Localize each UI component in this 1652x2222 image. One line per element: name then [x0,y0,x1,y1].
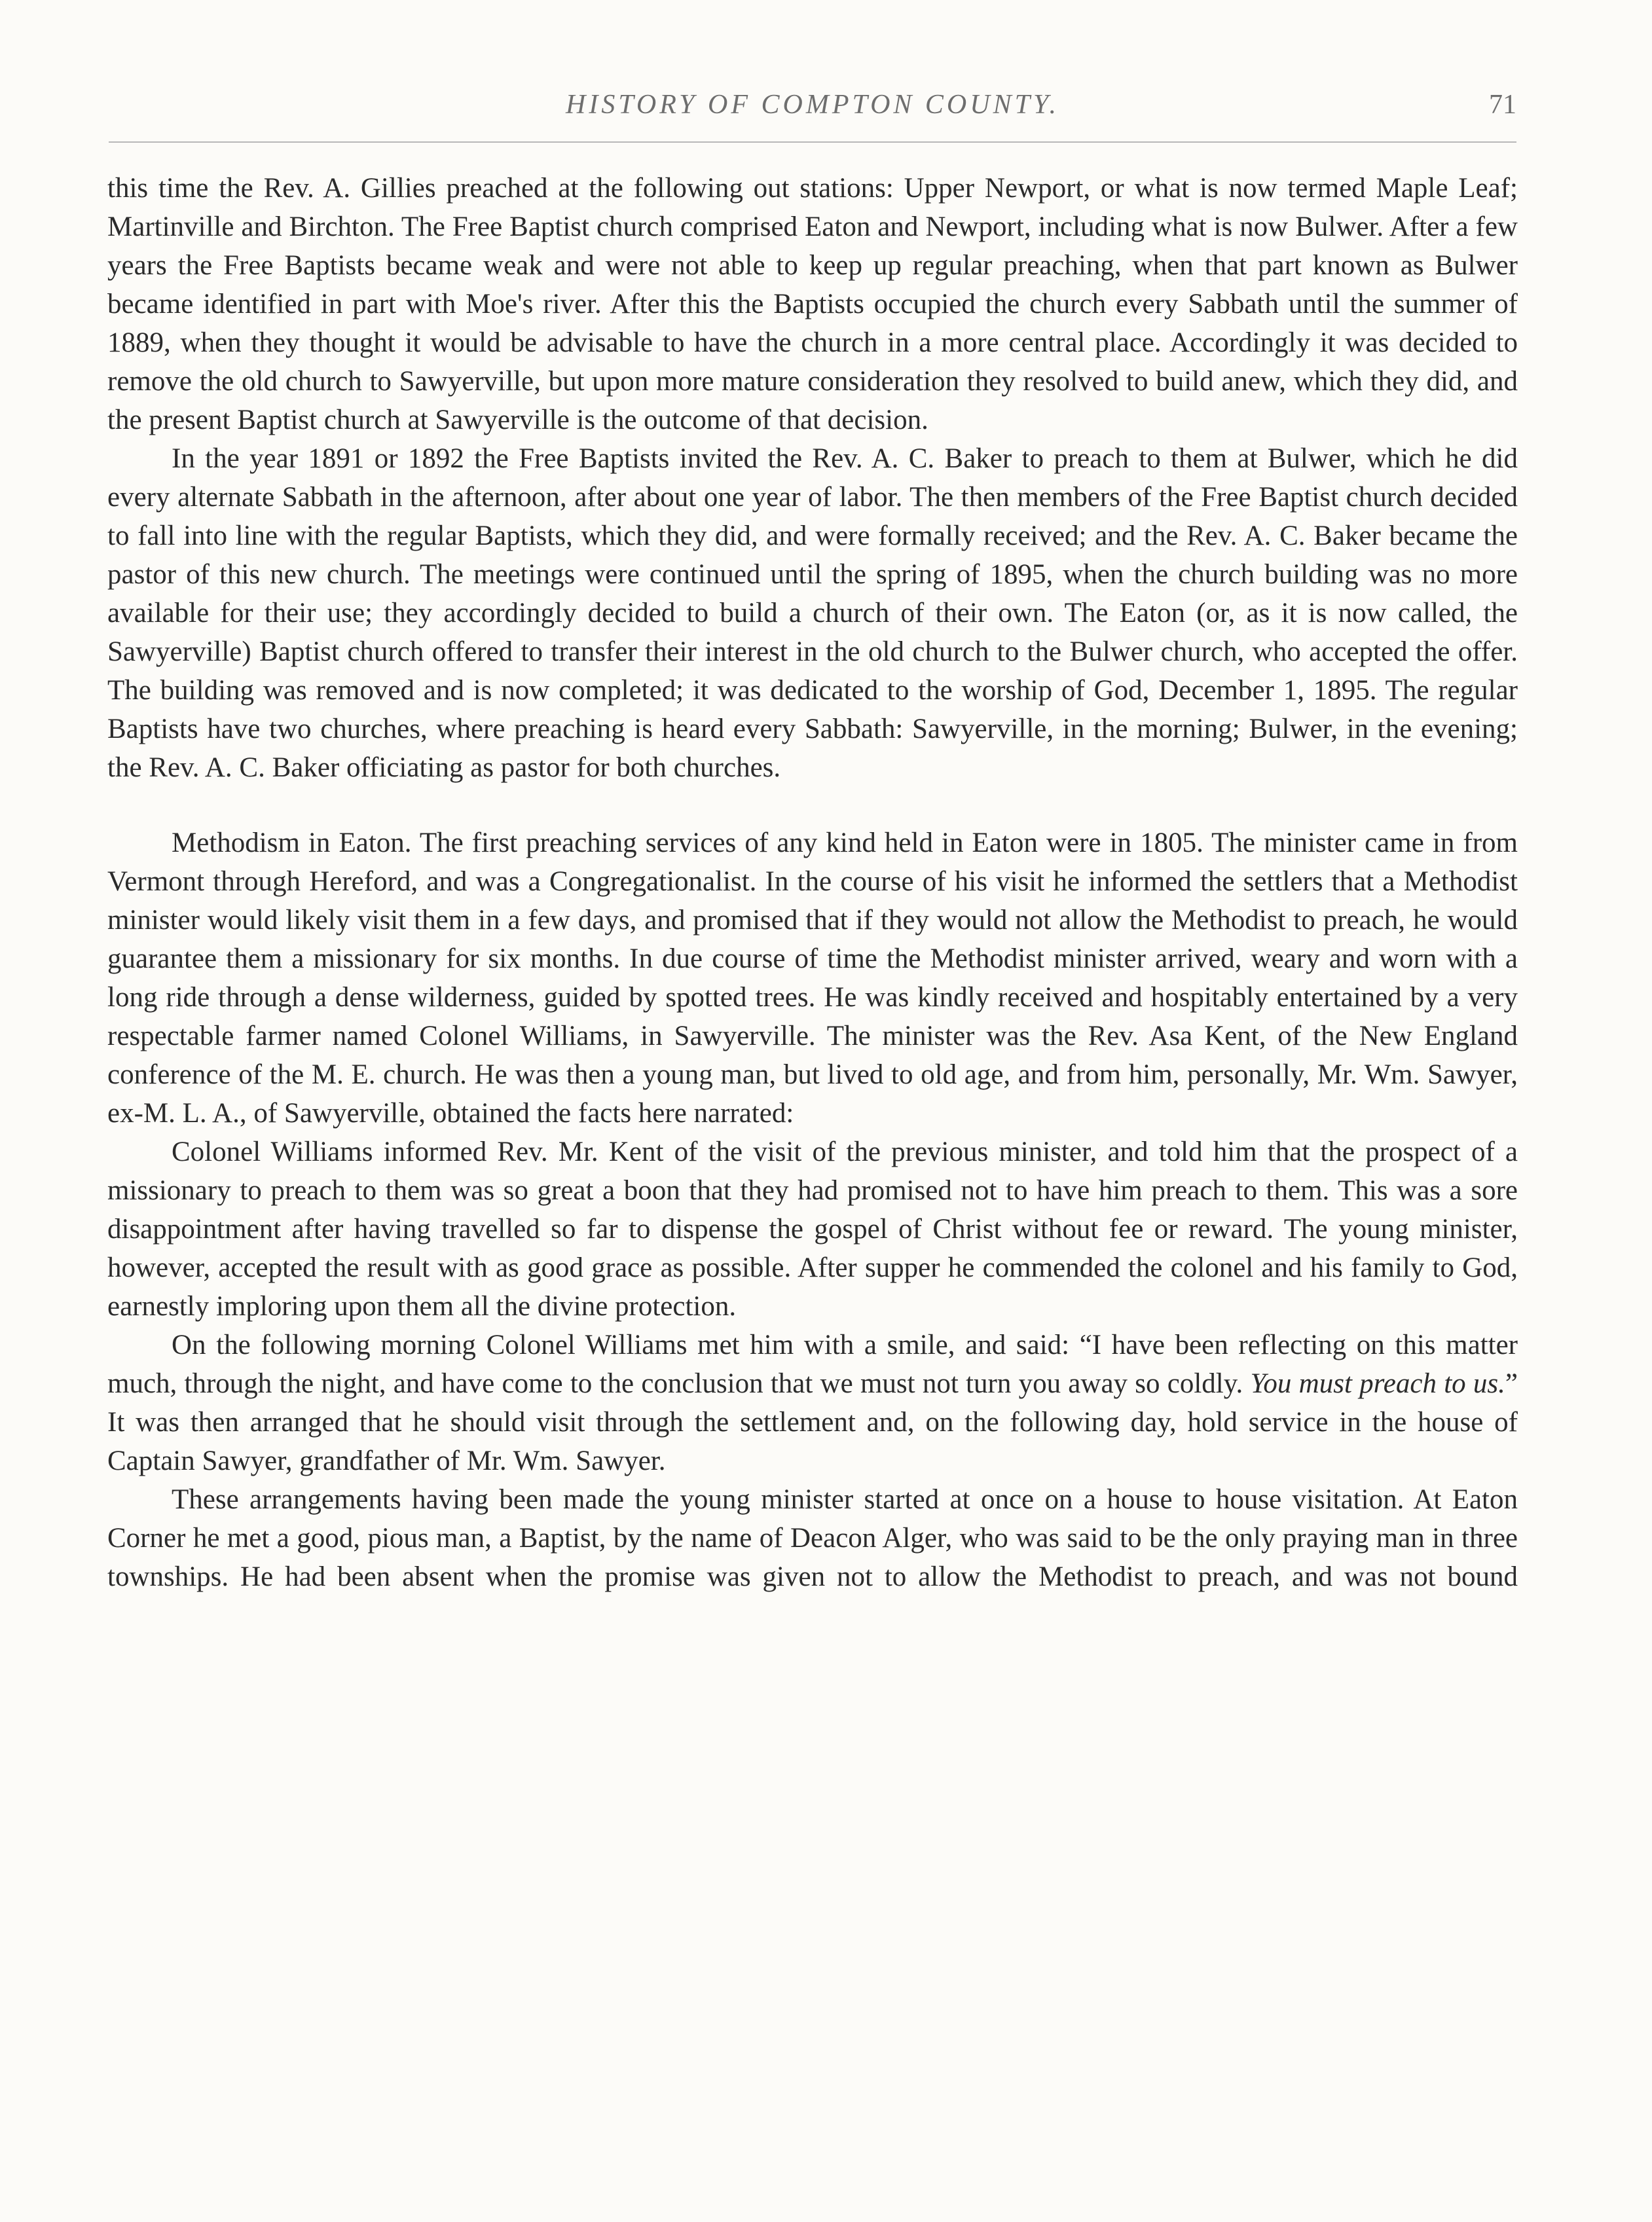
quote-text-before: On the following morning Colonel Williams met him with a smile, and said: “I have been reflecting on this matter much, through the night, and have come to the conclusion that we must not turn you away so coldly. [107,1330,1518,1399]
paragraph-bulwer-church: In the year 1891 or 1892 the Free Baptists invited the Rev. A. C. Baker to preach to them at Bulwer, which he did every alternate Sabbath in the afternoon, after about one year of labor. The then members of the Free Baptist church decided to fall into line with the regular Baptists, which they did, and were formally received; and the Rev. A. C. Baker became the pastor of this new church. The meetings were continued until the spring of 1895, when the church building was no more available for their use; they accordingly decided to build a church of their own. The Eaton (or, as it is now called, the Sawyerville) Baptist church offered to transfer their interest in the old church to the Bulwer church, who accepted the offer. The building was removed and is now completed; it was dedicated to the worship of God, December 1, 1895. The regular Baptists have two churches, where preaching is heard every Sabbath: Sawyerville, in the morning; Bulwer, in the evening; the Rev. A. C. Baker officiating as pastor for both churches. [107,443,1518,783]
paragraph-arrangements: These arrangements having been made the young minister started at once on a house to house visitation. At Eaton Corner he met a good, pious man, a Baptist, by the name of Deacon Alger, who was said to be the only praying man in three townships. He had been absent when the promise was given not to allow the Methodist to preach, and was not bound [107,1484,1518,1592]
running-title: HISTORY OF COMPTON COUNTY. [566,90,1059,120]
quote-italic: You must preach to us. [1250,1368,1505,1399]
page-header [109,84,1516,130]
paragraph-following-morning [107,1326,1518,1480]
paragraph-methodism-in-eaton: Methodism in Eaton. The first preaching services of any kind held in Eaton were in 1805. The minister came in from Vermont through Hereford, and was a Congregationalist. In the course of his visit he informed the settlers that a Methodist minister would likely visit them in a few days, and promised that if they would not allow the Methodist to preach, he would guarantee them a missionary for six months. In due course of time the Methodist minister arrived, weary and worn with a long ride through a dense wilderness, guided by spotted trees. He was kindly received and hospitably entertained by a very respectable farmer named Colonel Williams, in Sawyerville. The minister was the Rev. Asa Kent, of the New England conference of the M. E. church. He was then a young man, but lived to old age, and from him, personally, Mr. Wm. Sawyer, ex-M. L. A., of Sawyerville, obtained the facts here narrated: [107,828,1518,1129]
header-rule [109,141,1516,143]
paragraph-colonel-williams: Colonel Williams informed Rev. Mr. Kent of the visit of the previous minister, and told him that the prospect of a missionary to preach to them was so great a boon that they had promised not to have him preach to them. This was a sore disappointment after having travelled so far to dispense the gospel of Christ without fee or reward. The young minister, however, accepted the result with as good grace as possible. After supper he commended the colonel and his family to God, earnestly imploring upon them all the divine protection. [107,1137,1518,1322]
paragraph-baptist-history: this time the Rev. A. Gillies preached at the following out stations: Upper Newport, or what is now termed Maple Leaf; Martinville and Birchton. The Free Baptist church comprised Eaton and Newport, including what is now Bulwer. After a few years the Free Baptists became weak and were not able to keep up regular preaching, when that part known as Bulwer became identified in part with Moe's river. After this the Baptists occupied the church every Sabbath until the summer of 1889, when they thought it would be advisable to have the church in a more central place. Accordingly it was decided to remove the old church to Sawyerville, but upon more mature consideration they resolved to build anew, which they did, and the present Baptist church at Sawyerville is the outcome of that decision. [107,173,1518,435]
page-number: 71 [1489,90,1516,120]
quote-text-after: ” It was then arranged that he should visit through the settlement and, on the following day, hold service in the house of Captain Sawyer, grandfather of Mr. Wm. Sawyer. [107,1368,1518,1476]
body-text [107,169,1518,1596]
